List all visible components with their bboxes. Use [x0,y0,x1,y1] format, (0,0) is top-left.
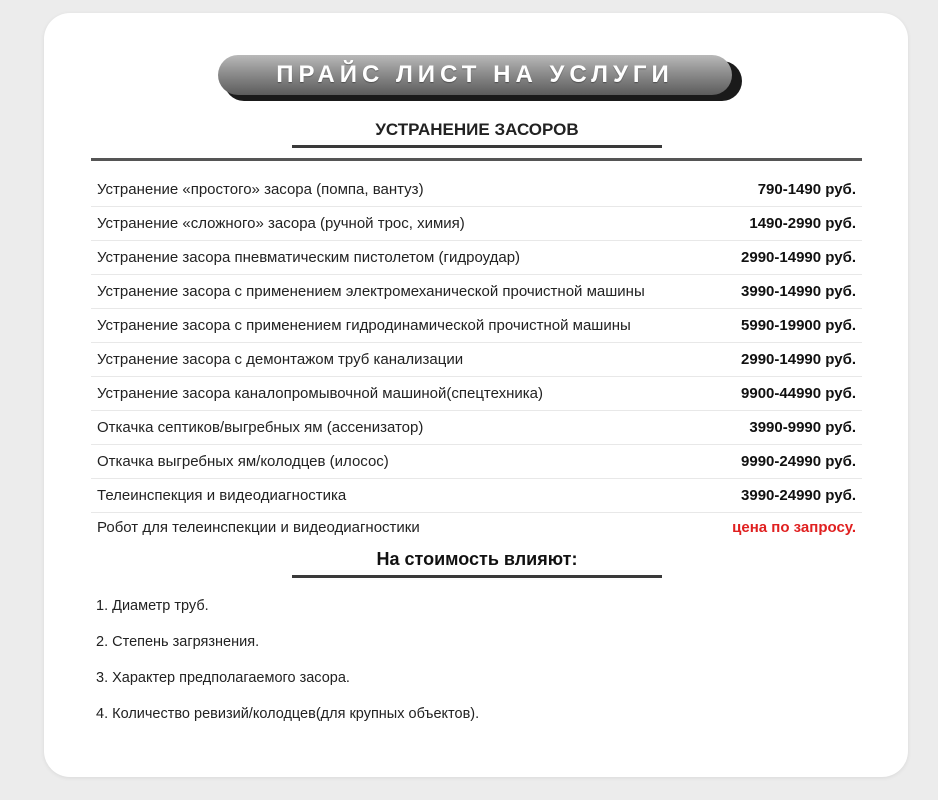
price-row [91,241,862,275]
service-price: 3990-9990 руб. [749,419,856,436]
service-price: 3990-24990 руб. [741,487,856,504]
service-price: 9900-44990 руб. [741,385,856,402]
service-name: Устранение засора каналопромывочной машиной(спецтехника) [97,385,544,402]
service-name: Телеинспекция и видеодиагностика [97,487,347,504]
service-name: Устранение засора пневматическим пистолетом (гидроудар) [97,249,521,266]
price-row [91,309,862,343]
service-name: Устранение засора с демонтажом труб канализации [97,351,464,368]
list-item: 4. Количество ревизий/колодцев(для крупных объектов). [96,706,480,722]
price-row [91,275,862,309]
service-name: Устранение «простого» засора (помпа, вантуз) [97,181,424,198]
service-price: 2990-14990 руб. [741,249,856,266]
service-name: Устранение «сложного» засора (ручной трос, химия) [97,215,465,232]
service-price: 1490-2990 руб. [749,215,856,232]
service-price-on-request: цена по запросу. [732,518,856,536]
price-row [91,445,862,479]
service-name: Откачка выгребных ям/колодцев (илосос) [97,453,389,470]
price-row [91,377,862,411]
service-name: Устранение засора с применением электромеханической прочистной машины [97,283,645,300]
price-list-banner [218,55,742,101]
service-name: Устранение засора с применением гидродинамической прочистной машины [97,317,631,334]
price-row [91,411,862,445]
service-price: 2990-14990 руб. [741,351,856,368]
price-row [91,343,862,377]
price-list-card [44,13,908,777]
service-name: Откачка септиков/выгребных ям (ассенизатор) [97,419,424,436]
service-name: Робот для телеинспекции и видеодиагностики [97,518,420,536]
section-title: УСТРАНЕНИЕ ЗАСОРОВ [292,118,662,148]
price-row [91,173,862,207]
factors-title: На стоимость влияют: [292,549,662,578]
factors-list [96,596,796,740]
service-price: 5990-19900 руб. [741,317,856,334]
service-price: 3990-14990 руб. [741,283,856,300]
price-table [91,173,862,541]
service-price: 9990-24990 руб. [741,453,856,470]
divider [91,158,862,161]
price-row [91,479,862,513]
list-item: 1. Диаметр труб. [96,598,209,614]
banner-pill [218,55,732,95]
list-item: 3. Характер предполагаемого засора. [96,670,350,686]
price-row [91,513,862,541]
service-price: 790-1490 руб. [757,181,856,198]
list-item: 2. Степень загрязнения. [96,634,260,650]
banner-title: ПРАЙС ЛИСТ НА УСЛУГИ [276,61,674,88]
price-row [91,207,862,241]
